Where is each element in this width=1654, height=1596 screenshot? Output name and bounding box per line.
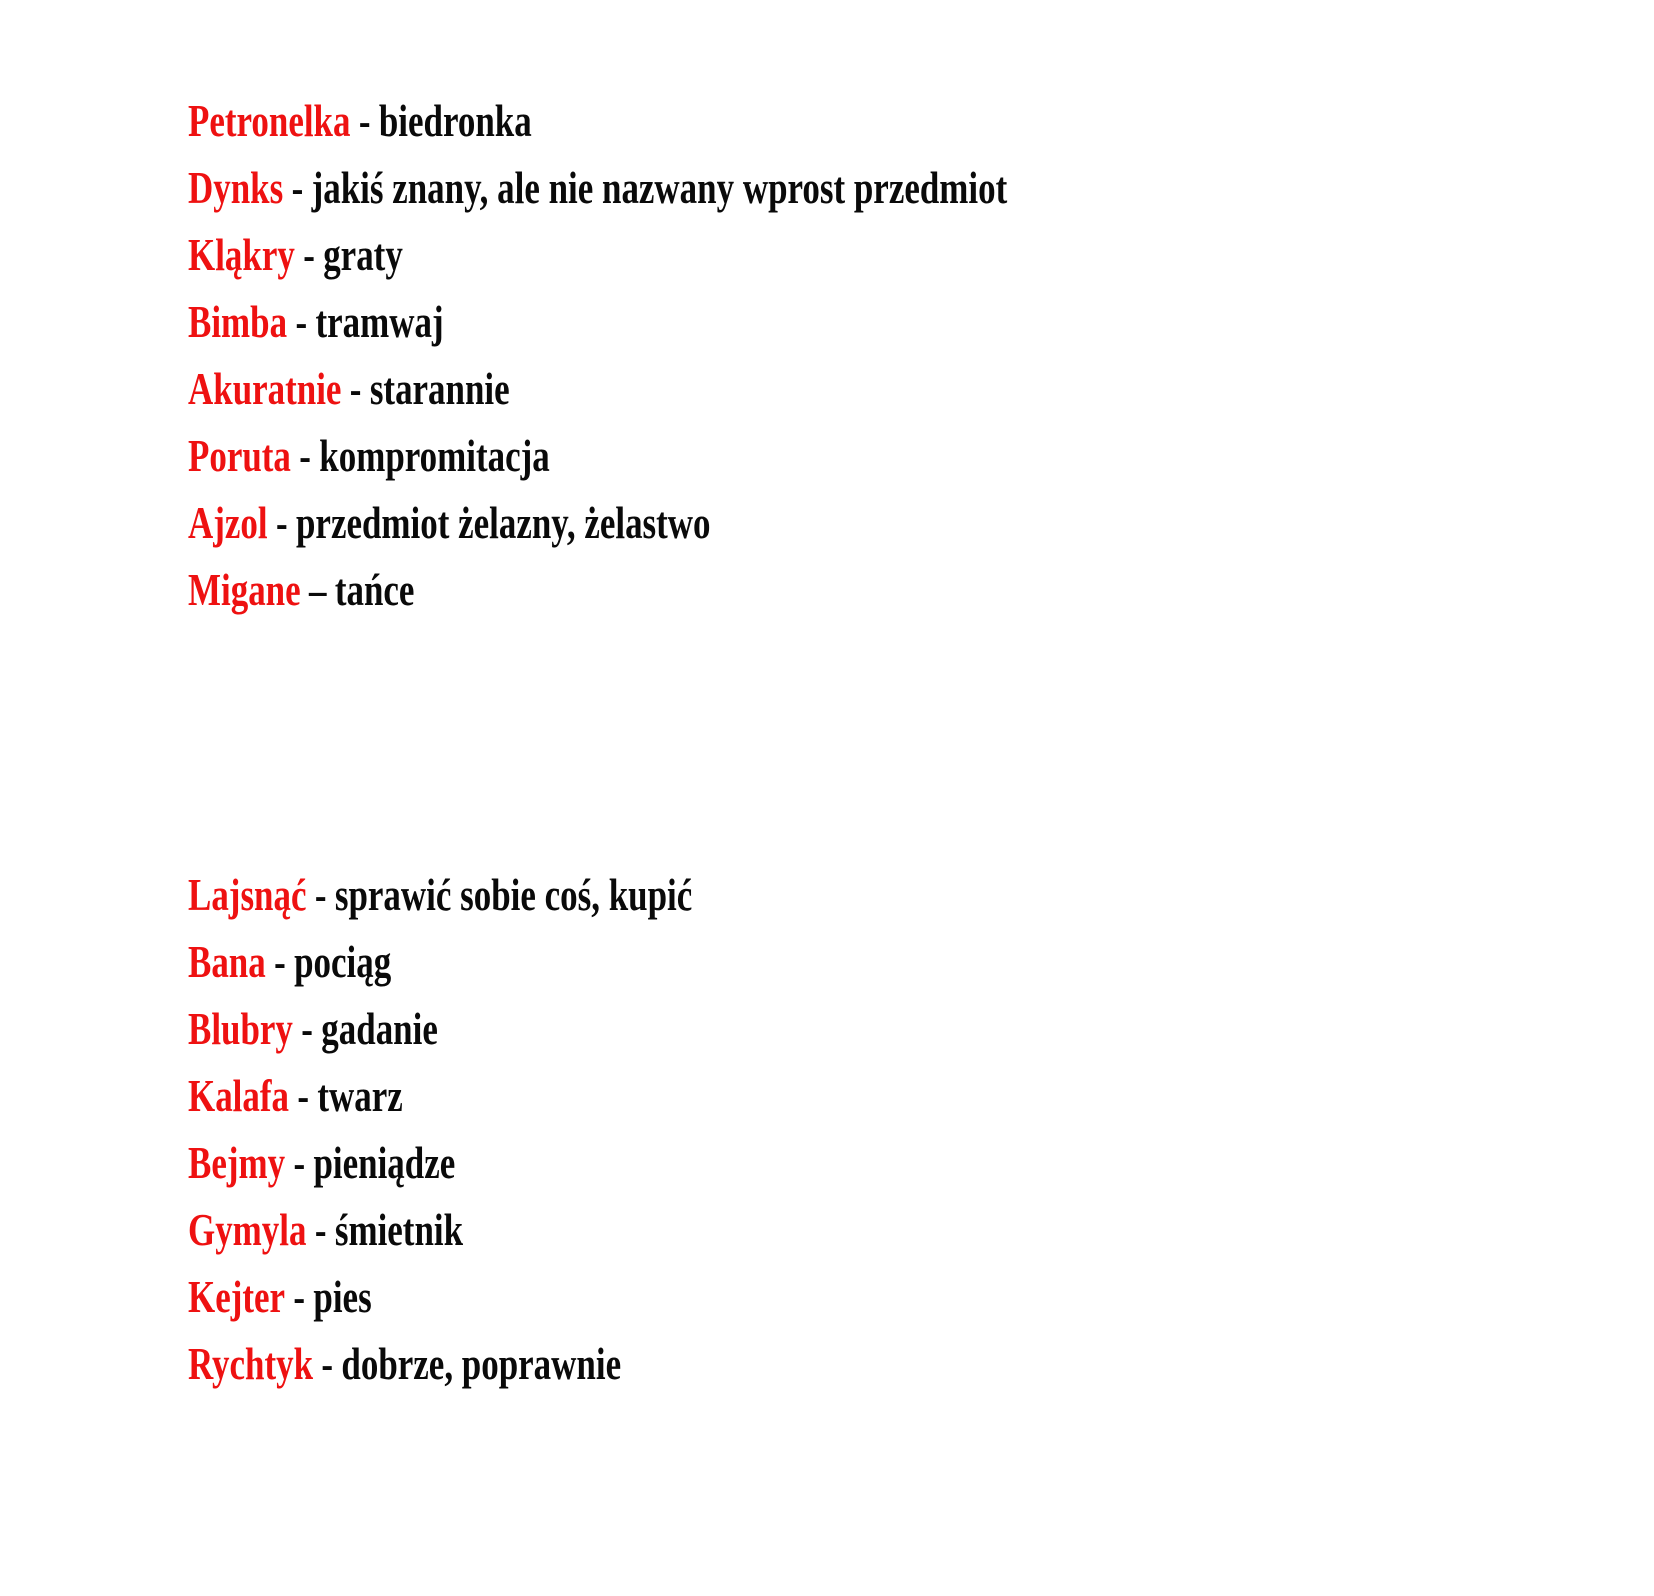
- glossary-entry: [188, 1330, 1302, 1397]
- definition-text: pieniądze: [313, 1137, 456, 1188]
- separator-dash: -: [314, 869, 327, 920]
- separator-dash: -: [349, 363, 362, 414]
- glossary-entry: [188, 489, 1302, 556]
- glossary-entry: [188, 556, 1302, 623]
- dialect-term-text: Rychtyk: [188, 1338, 314, 1389]
- separator-dash: –: [308, 564, 327, 615]
- dialect-term-text: Lajsnąć: [188, 869, 307, 920]
- dialect-term-text: Petronelka: [188, 95, 351, 146]
- glossary-entry: [188, 288, 1302, 355]
- group-gap-spacer: [188, 623, 1654, 861]
- dialect-term-text: Bimba: [188, 296, 288, 347]
- dialect-term-text: Gymyla: [188, 1204, 307, 1255]
- definition-text: sprawić sobie coś, kupić: [334, 869, 693, 920]
- glossary-entry: [188, 995, 1302, 1062]
- definition-text: przedmiot żelazny, żelastwo: [295, 497, 711, 548]
- separator-dash: -: [303, 229, 315, 280]
- definition-text: twarz: [317, 1070, 403, 1121]
- definition-text: tramwaj: [315, 296, 444, 347]
- definition-text: śmietnik: [334, 1204, 464, 1255]
- glossary-entry: [188, 355, 1302, 422]
- definition-text: dobrze, poprawnie: [341, 1338, 622, 1389]
- glossary-group-2: [188, 861, 1654, 1397]
- separator-dash: -: [301, 1003, 313, 1054]
- definition-text: pociąg: [294, 936, 392, 987]
- separator-dash: -: [314, 1204, 327, 1255]
- dialect-term-text: Blubry: [188, 1003, 293, 1054]
- separator-dash: -: [274, 936, 286, 987]
- dialect-term-text: Ajzol: [188, 497, 268, 548]
- definition-text: tańce: [334, 564, 415, 615]
- glossary-group-1: [188, 87, 1654, 623]
- separator-dash: -: [275, 497, 288, 548]
- glossary-entry: [188, 87, 1302, 154]
- definition-text: biedronka: [378, 95, 532, 146]
- glossary-entry: [188, 928, 1302, 995]
- separator-dash: -: [291, 162, 304, 213]
- glossary-entry: [188, 1196, 1302, 1263]
- glossary-entry: [188, 221, 1302, 288]
- separator-dash: -: [297, 1070, 310, 1121]
- dialect-term-text: Kejter: [188, 1271, 286, 1322]
- dialect-term-text: Dynks: [188, 162, 284, 213]
- dialect-term-text: Migane: [188, 564, 301, 615]
- dialect-term-text: Akuratnie: [188, 363, 342, 414]
- dialect-term-text: Bejmy: [188, 1137, 286, 1188]
- definition-text: gadanie: [321, 1003, 438, 1054]
- definition-text: starannie: [369, 363, 510, 414]
- glossary-entry: [188, 422, 1302, 489]
- dialect-term-text: Poruta: [188, 430, 291, 481]
- separator-dash: -: [293, 1271, 306, 1322]
- glossary-entry: [188, 154, 1302, 221]
- glossary-entry: [188, 1062, 1302, 1129]
- dialect-term-text: Kląkry: [188, 229, 295, 280]
- separator-dash: -: [299, 430, 311, 481]
- glossary-entry: [188, 861, 1302, 928]
- definition-text: kompromitacja: [319, 430, 550, 481]
- separator-dash: -: [321, 1338, 334, 1389]
- separator-dash: -: [358, 95, 371, 146]
- separator-dash: -: [295, 296, 308, 347]
- definition-text: pies: [313, 1271, 372, 1322]
- separator-dash: -: [293, 1137, 306, 1188]
- definition-text: graty: [323, 229, 403, 280]
- definition-text: jakiś znany, ale nie nazwany wprost przedmiot: [311, 162, 1008, 213]
- dialect-term-text: Kalafa: [188, 1070, 289, 1121]
- dialect-term-text: Bana: [188, 936, 266, 987]
- glossary-entry: [188, 1129, 1302, 1196]
- glossary-entry: [188, 1263, 1302, 1330]
